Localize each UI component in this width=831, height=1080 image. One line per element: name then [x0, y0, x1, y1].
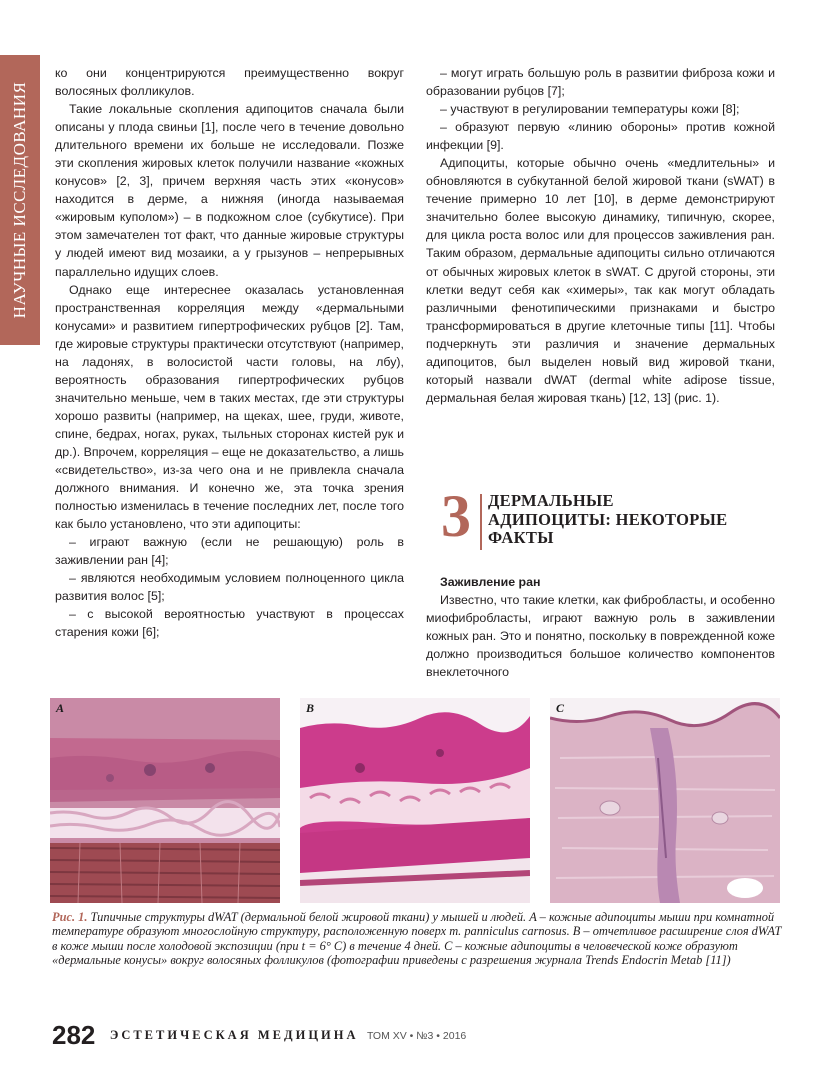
- subsection-heading: Заживление ран: [440, 575, 541, 589]
- issue-info: ТОМ XV • №3 • 2016: [366, 1029, 467, 1042]
- figure-panels: [50, 698, 781, 906]
- section-rule: [480, 494, 482, 550]
- section-title-line-3: ФАКТЫ: [488, 528, 554, 547]
- caption-lead: Рис. 1.: [52, 910, 88, 924]
- left-paragraph-2: Такие локальные скопления адипоцитов сначала были описаны у плода свиньи [1], после чего в течение довольно длительного времени их больше не исследовали. Позже эти скопления жировых клеток получили название «кожных конусов» [2, 3], причем верхняя часть этих «конусов» находится в дерме, а нижняя (иногда называемая «жировым куполом») – в подкожном слое (субкутисе). При этом замечателен тот факт, что данные жировые структуры у людей имеют вид мозаики, а у грызунов – непрерывных параллельно идущих слоев.: [55, 102, 404, 279]
- panel-label-c: C: [556, 701, 565, 715]
- section-number: 3: [441, 483, 471, 549]
- right-list-item-3: – образуют первую «линию обороны» против кожной инфекции [9].: [426, 120, 775, 153]
- panel-label-b: B: [306, 701, 315, 715]
- histology-image-c: [550, 698, 780, 903]
- page-number: 282: [52, 1020, 96, 1050]
- left-column: [55, 64, 404, 642]
- side-tab-label: НАУЧНЫЕ ИССЛЕДОВАНИЯ: [10, 81, 29, 319]
- page-footer: [52, 1020, 466, 1050]
- figure-panel-c: [550, 698, 780, 903]
- section-title-line-1: ДЕРМАЛЬНЫЕ: [488, 491, 614, 510]
- left-paragraph-3: Однако еще интереснее оказалась установленная пространственная корреляция между «дермальными конусами» и развитием гипертрофических рубцов [2]. Там, где жировые структуры практически отсутствуют (например, на ладонях, в волосистой части головы, на лбу), вероятность образования гипертрофических рубцов значительно меньше, чем в таких местах, где эти структуры хорошо развиты (например, на щеках, шее, груди, животе, спине, бедрах, ногах, руках, тыльных сторонах кистей рук и др.). Впрочем, корреляция – еще не доказательство, а лишь «свидетельство», из-за чего она и не привлекла сначала должного внимания. И конечно же, эта точка зрения полностью изменилась в течение последних лет, после того как было установлено, что эти адипоциты:: [55, 282, 404, 532]
- section-title-line-2: АДИПОЦИТЫ: НЕКОТОРЫЕ: [488, 509, 728, 529]
- histology-image-b: [300, 698, 530, 903]
- subsection-paragraph: Известно, что такие клетки, как фибробласты, и особенно миофибробласты, играют важную роль в заживлении кожных ран. Это и понятно, поскольку в поврежденной коже должно производиться большое количество компонентов внеклеточного: [426, 593, 775, 680]
- section-title: [488, 492, 778, 548]
- figure-panel-a: [50, 698, 280, 903]
- right-column: [426, 64, 775, 407]
- right-list-item-1: – могут играть большую роль в развитии фиброза кожи и образовании рубцов [7];: [426, 66, 775, 99]
- section-side-tab: [0, 55, 40, 345]
- left-list-item-1: – играют важную (если не решающую) роль в заживлении ран [4];: [55, 535, 404, 568]
- figure-panel-b: [300, 698, 530, 903]
- left-list-item-3: – с высокой вероятностью участвуют в процессах старения кожи [6];: [55, 607, 404, 640]
- caption-text: Типичные структуры dWAT (дермальной белой жировой ткани) у мышей и людей. A – кожные адипоциты мыши при комнатной температуре образуют многослойную структуру, расположенную поверх m. panniculus carnosus. B – отчетливое расширение слоя dWAT в коже мыши после холодовой экспозиции (при t = 6° C) в течение 4 дней. C – кожные адипоциты в человеческой коже образуют «дермальные конусы» вокруг волосяных фолликулов (фотографии приведены с разрешения журнала Trends Endocrin Metab [11]): [52, 910, 782, 968]
- left-list-item-2: – являются необходимым условием полноценного цикла развития волос [5];: [55, 571, 404, 604]
- figure-caption: [52, 910, 782, 968]
- journal-title: ЭСТЕТИЧЕСКАЯ МЕДИЦИНА: [109, 1028, 359, 1042]
- right-list-item-2: – участвуют в регулировании температуры кожи [8];: [440, 102, 740, 117]
- left-paragraph-1: ко они концентрируются преимущественно вокруг волосяных фолликулов.: [55, 66, 404, 99]
- subsection: [426, 573, 775, 681]
- right-paragraph-1: Адипоциты, которые обычно очень «медлительны» и обновляются в субкутанной белой жировой ткани (sWAT) в течение примерно 10 лет [10], в дерме демонстрируют значительно более высокую динамику, типичную, скорее, для цикла роста волос или для процессов заживления ран. Таким образом, дермальные адипоциты сильно отличаются от обычных жировых клеток в sWAT. С другой стороны, эти клетки ведут себя как «химеры», так как могут обладать различными фенотипическими признаками и быстро трансформироваться в другие клеточные типы [11]. Чтобы подчеркнуть эти различия и значение дермальных адипоцитов, был выделен новый вид жировой ткани, который назвали dWAT (dermal white adipose tissue, дермальная белая жировая ткань) [12, 13] (рис. 1).: [426, 156, 775, 405]
- panel-label-a: A: [56, 701, 65, 715]
- histology-image-a: [50, 698, 280, 903]
- section-heading: [441, 483, 781, 552]
